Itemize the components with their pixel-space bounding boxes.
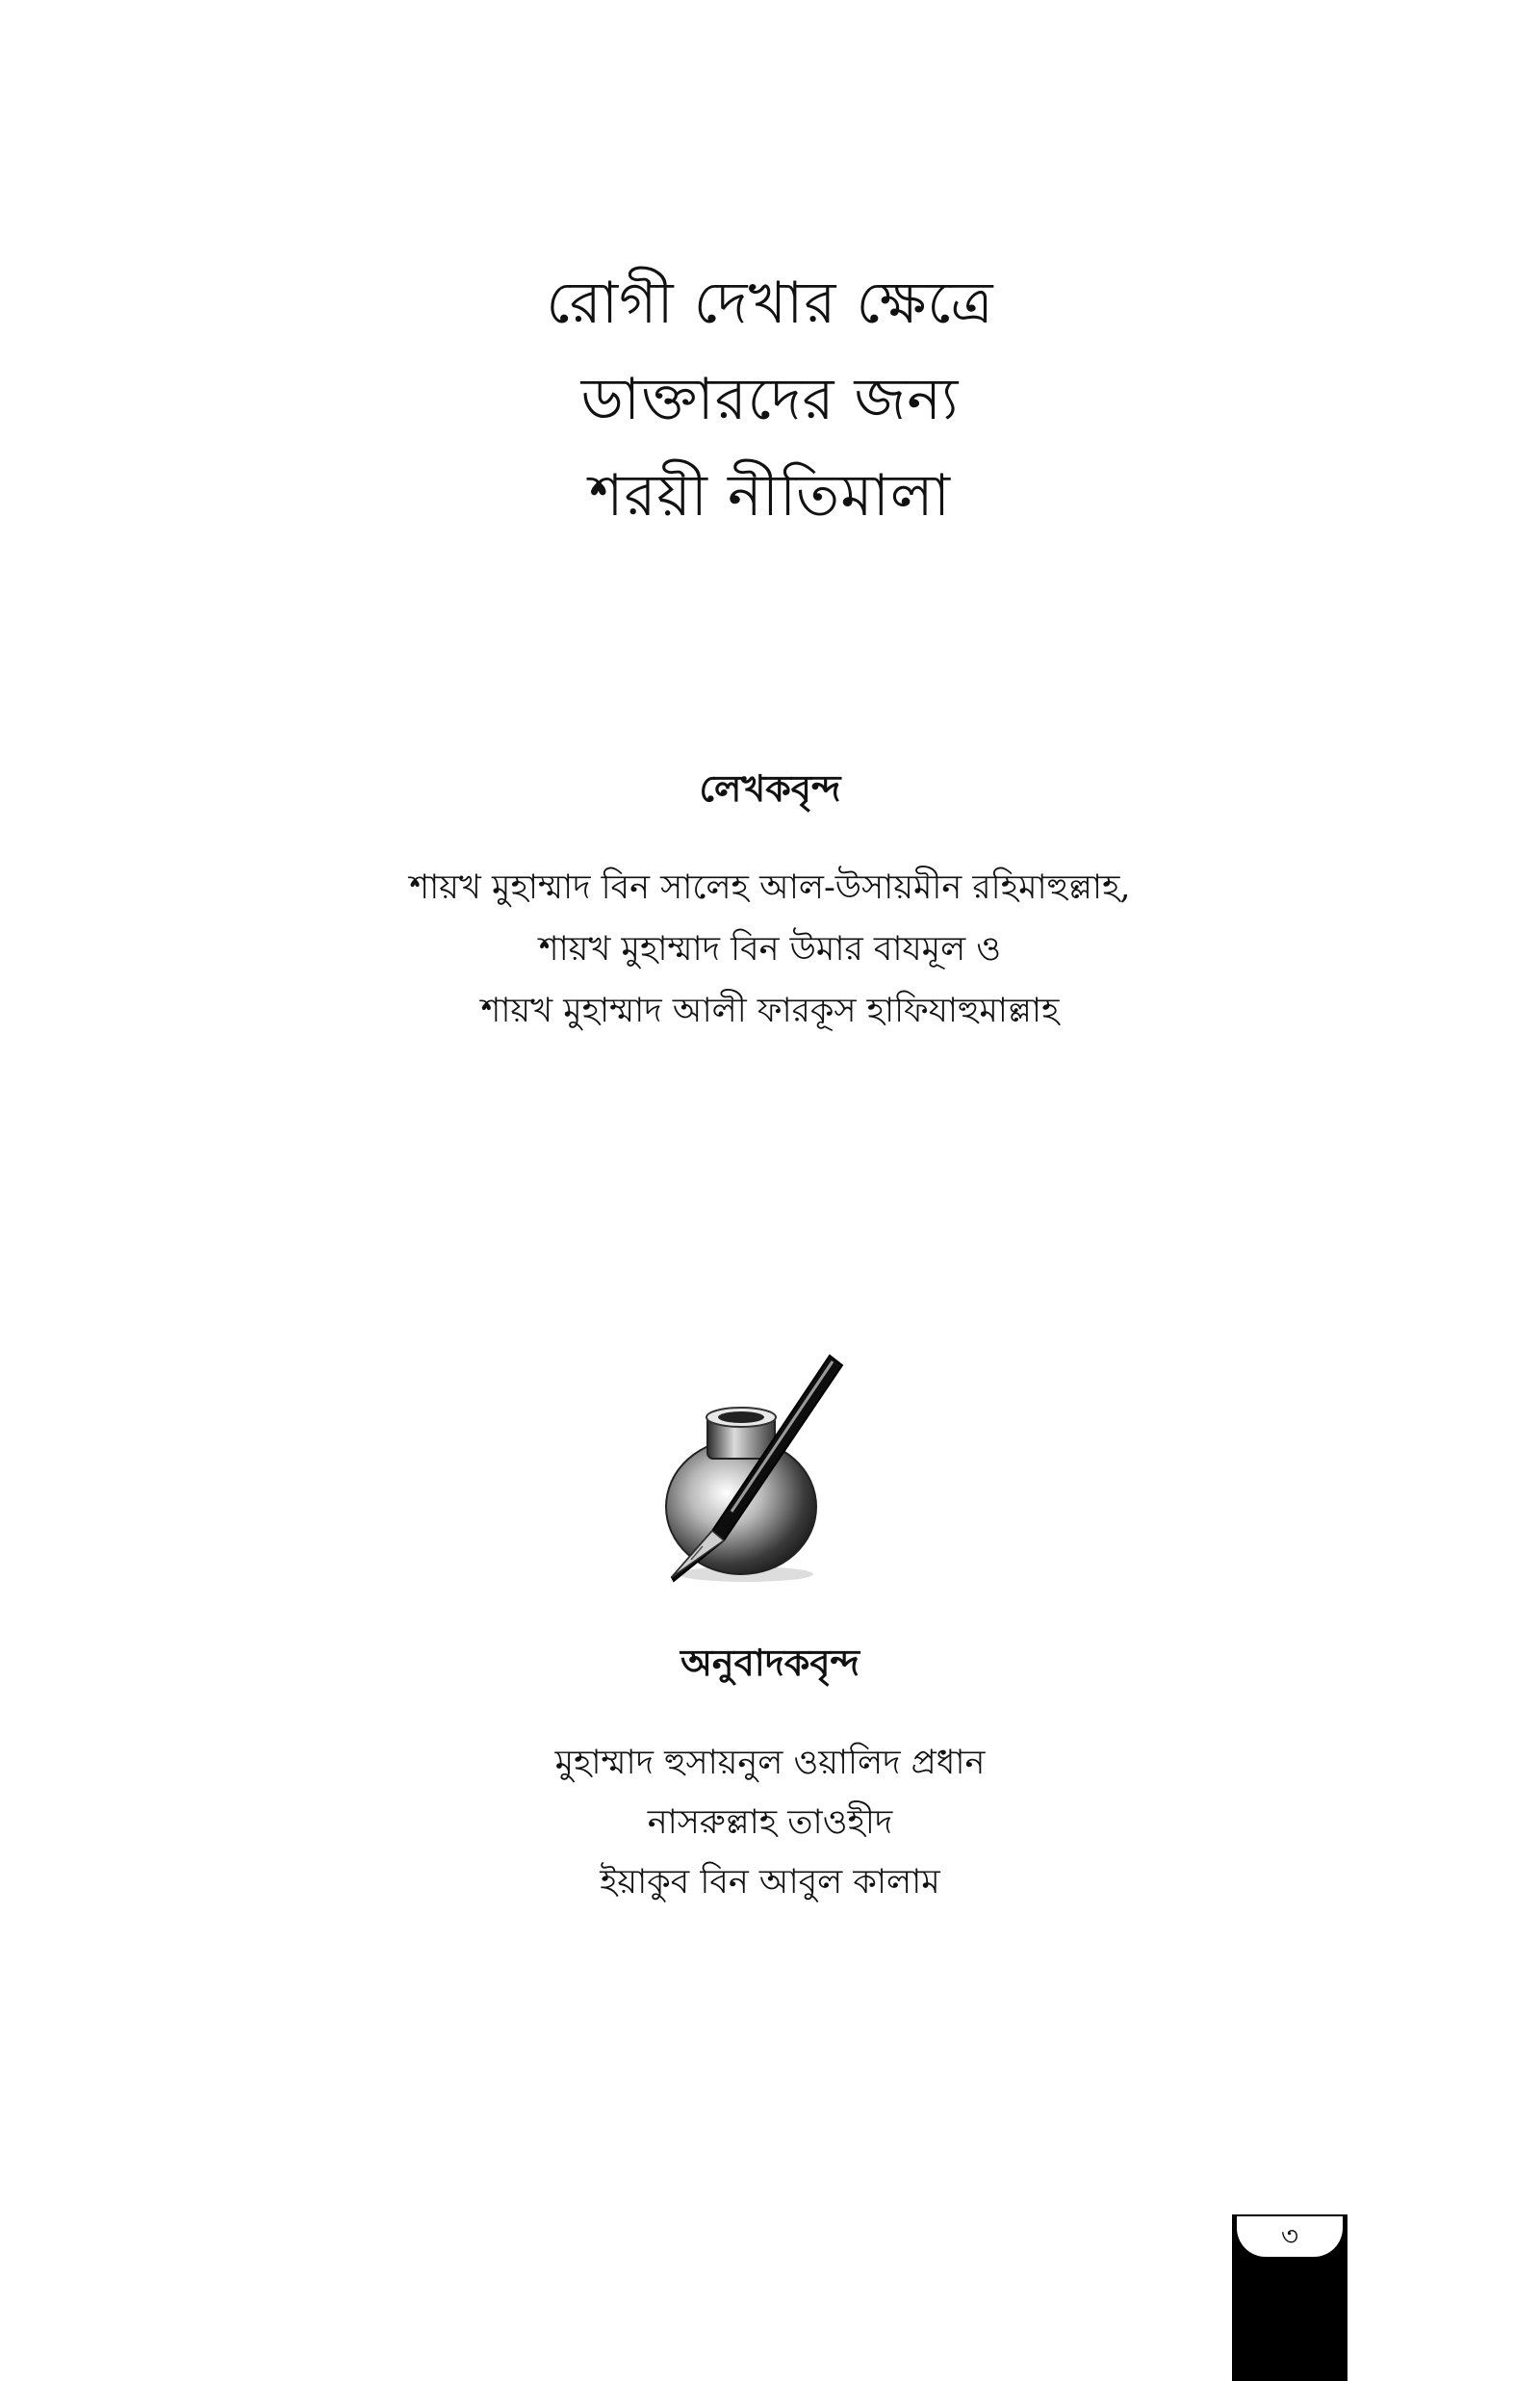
translators-heading: অনুবাদকবৃন্দ [680,1642,860,1684]
book-title-line-2: ডাক্তারদের জন্য [580,366,960,433]
translators-list [0,1733,1540,1912]
ink-pot-and-pen-icon [645,1348,857,1589]
authors-list [0,857,1540,1042]
translator-line-3: ইয়াকুব বিন আবুল কালাম [600,1863,940,1902]
authors-heading: লেখকবৃন্দ [699,767,841,810]
author-line-2: শায়খ মুহাম্মাদ বিন উমার বাযমূল ও [538,930,1002,969]
author-line-1: শায়খ মুহাম্মাদ বিন সালেহ আল-উসায়মীন রহিমাহুল্লাহ, [409,868,1131,907]
translator-line-2: নাসরুল্লাহ তাওহীদ [647,1803,893,1842]
author-line-3: শায়খ মুহাম্মাদ আলী ফারকূস হাফিযাহুমাল্লাহ [480,992,1060,1030]
page-number: ৩ [1237,2216,1343,2257]
book-title-line-3: শরয়ী নীতিমালা [588,462,952,530]
translator-line-1: মুহাম্মাদ হুসায়নুল ওয়ালিদ প্রধান [554,1744,986,1782]
book-title-line-1: রোগী দেখার ক্ষেত্রে [546,270,994,337]
book-title [0,255,1540,544]
